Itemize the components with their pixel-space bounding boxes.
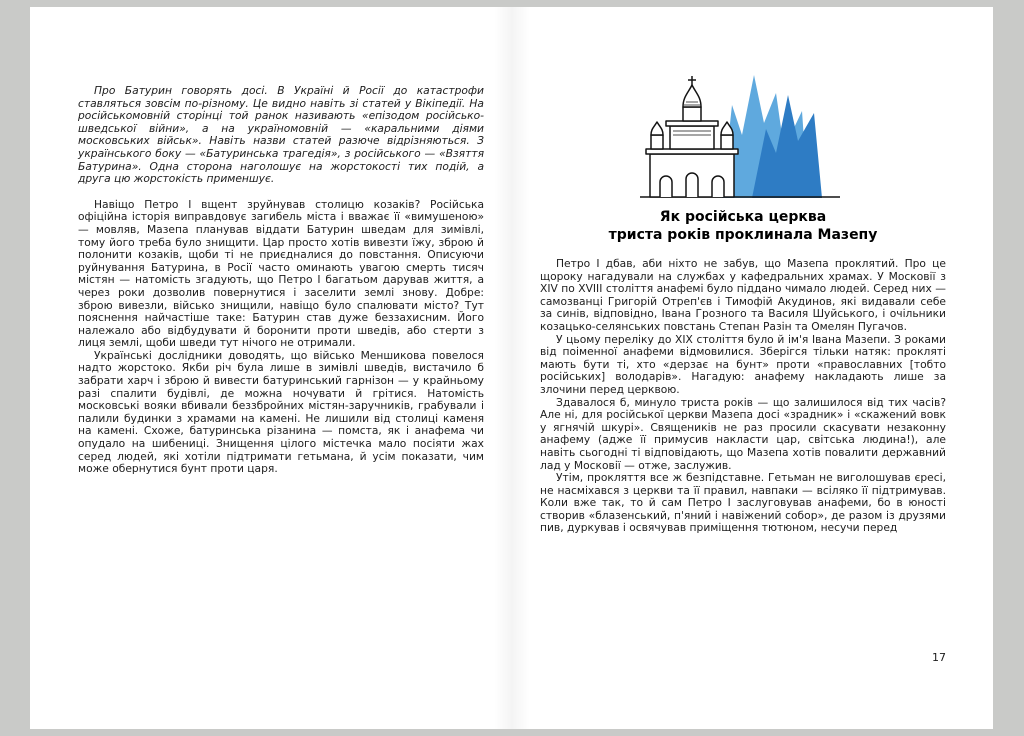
body-paragraph: Здавалося б, минуло триста років — що залишилося від тих часів? Але ні, для російської церкви Мазепа досі «зрадник» і «скажений вовк у ягнячій шкурі». Священиків не раз просили скасувати незаконну анафему (адже її примусив накласти цар, світська людина!), але навіть сьогодні ті відповідають, що Мазепа хотів повалити державний лад у Московії — отже, заслужив. (540, 395, 946, 472)
body-paragraph: Навіщо Петро І вщент зруйнував столицю козаків? Російська офіційна історія виправдовує загибель міста і вважає її «вимушеною» — мовляв, Мазепа планував віддати Батурин шведам для зимівлі, тому його треба було знищити. Цар просто хотів вивезти їжу, зброю й полонити козаків, щоби ті не приєдналися до повстання. Описуючи руйнування Батурина, в Росії часто оминають увагою смерть тисяч містян — натомість згадують, що Петро І багатьом дарував життя, а через роки дозволив повернутися і заселити землі знову. Добре: зброю вивезли, військо знищили, навіщо було спалювати місто? Тут пояснення найчастіше таке: Батурин став дуже беззахисним. Його належало або відбудувати й боронити проти шведів, або стерти з лиця землі, щоби шведи тут нічого не отримали. (78, 197, 484, 350)
body-paragraph: У цьому переліку до XIX століття було й ім'я Івана Мазепи. З роками від поіменної анафеми відмовилися. Зберігся тільки натяк: прокляті мають бути ті, хто «дерзає на бунт» проти «православних [тобто російських] володарів». Нагадую: анафему накладають лише за злочини перед церквою. (540, 332, 946, 396)
page-number: 17 (932, 651, 946, 664)
intro-paragraph: Про Батурин говорять досі. В Україні й Росії до катастрофи ставляться зовсім по-різному. Це видно навіть зі статей у Вікіпедії. На російськомовній сторінці той ранок називають «епізодом російсько-шведської війни», а на україномовній — «каральними діями московських військ». Навіть назви статей разюче відрізняються. З українського боку — «Батуринська трагедія», з російського — «Взяття Батурина». Одна сторона наголошує на жорстокості тих подій, а друга цю жорстокість применшує. (78, 84, 484, 186)
left-page-text-column (78, 85, 484, 476)
chapter-heading-line2: триста років проклинала Мазепу (608, 226, 878, 243)
chapter-heading-line1: Як російська церква (659, 209, 827, 225)
church-fire-drawing (636, 71, 851, 199)
body-paragraph: Українські дослідники доводять, що військо Меншикова повелося надто жорстоко. Якби річ була лише в зимівлі шведів, вистачило б забрати харч і зброю й вивести батуринський гарнізон — у крайньому разі спалити будівлі, де можна ночувати й грітися. Натомість московські вояки вбивали беззбройних містян-заручників, грабували і палили будинки з храмами на камені. Не лишили від столиці каменя на камені. Схоже, батуринська різанина — помста, як і анафема чи опудало на шибениці. Знищення цілого містечка мало посіяти жах серед людей, які хотіли підтримати гетьмана, й усім показати, чим може обернутися бунт проти царя. (78, 348, 484, 476)
book-spread (30, 7, 993, 729)
body-paragraph: Утім, прокляття все ж безпідставне. Гетьман не виголошував єресі, не насміхався з церкви та її правил, навпаки — всіляко її підтримував. Коли вже так, то й сам Петро І заслуговував анафеми, бо в юності створив «блазенський, п'яний і навіжений собор», де разом із друзями пив, дуркував і освячував приміщення тютюном, несучи перед (540, 471, 946, 535)
chapter-heading (540, 209, 946, 244)
body-paragraph: Петро І дбав, аби ніхто не забув, що Мазепа проклятий. Про це щороку нагадували на службах у кафедральних храмах. У Московії з XIV по XVIII століття анафемі було піддано чимало людей. Серед них — самозванці Григорій Отреп'єв і Тимофій Акудинов, які видавали себе за синів, відповідно, Івана Грозного та Василя Шуйського, і очільники козацько-селянських повстань Степан Разін та Омелян Пугачов. (540, 257, 946, 333)
right-page-text-column (540, 71, 946, 535)
flame-shape-dark (752, 95, 822, 198)
church-fire-illustration (540, 71, 946, 199)
page-gutter (494, 7, 530, 729)
